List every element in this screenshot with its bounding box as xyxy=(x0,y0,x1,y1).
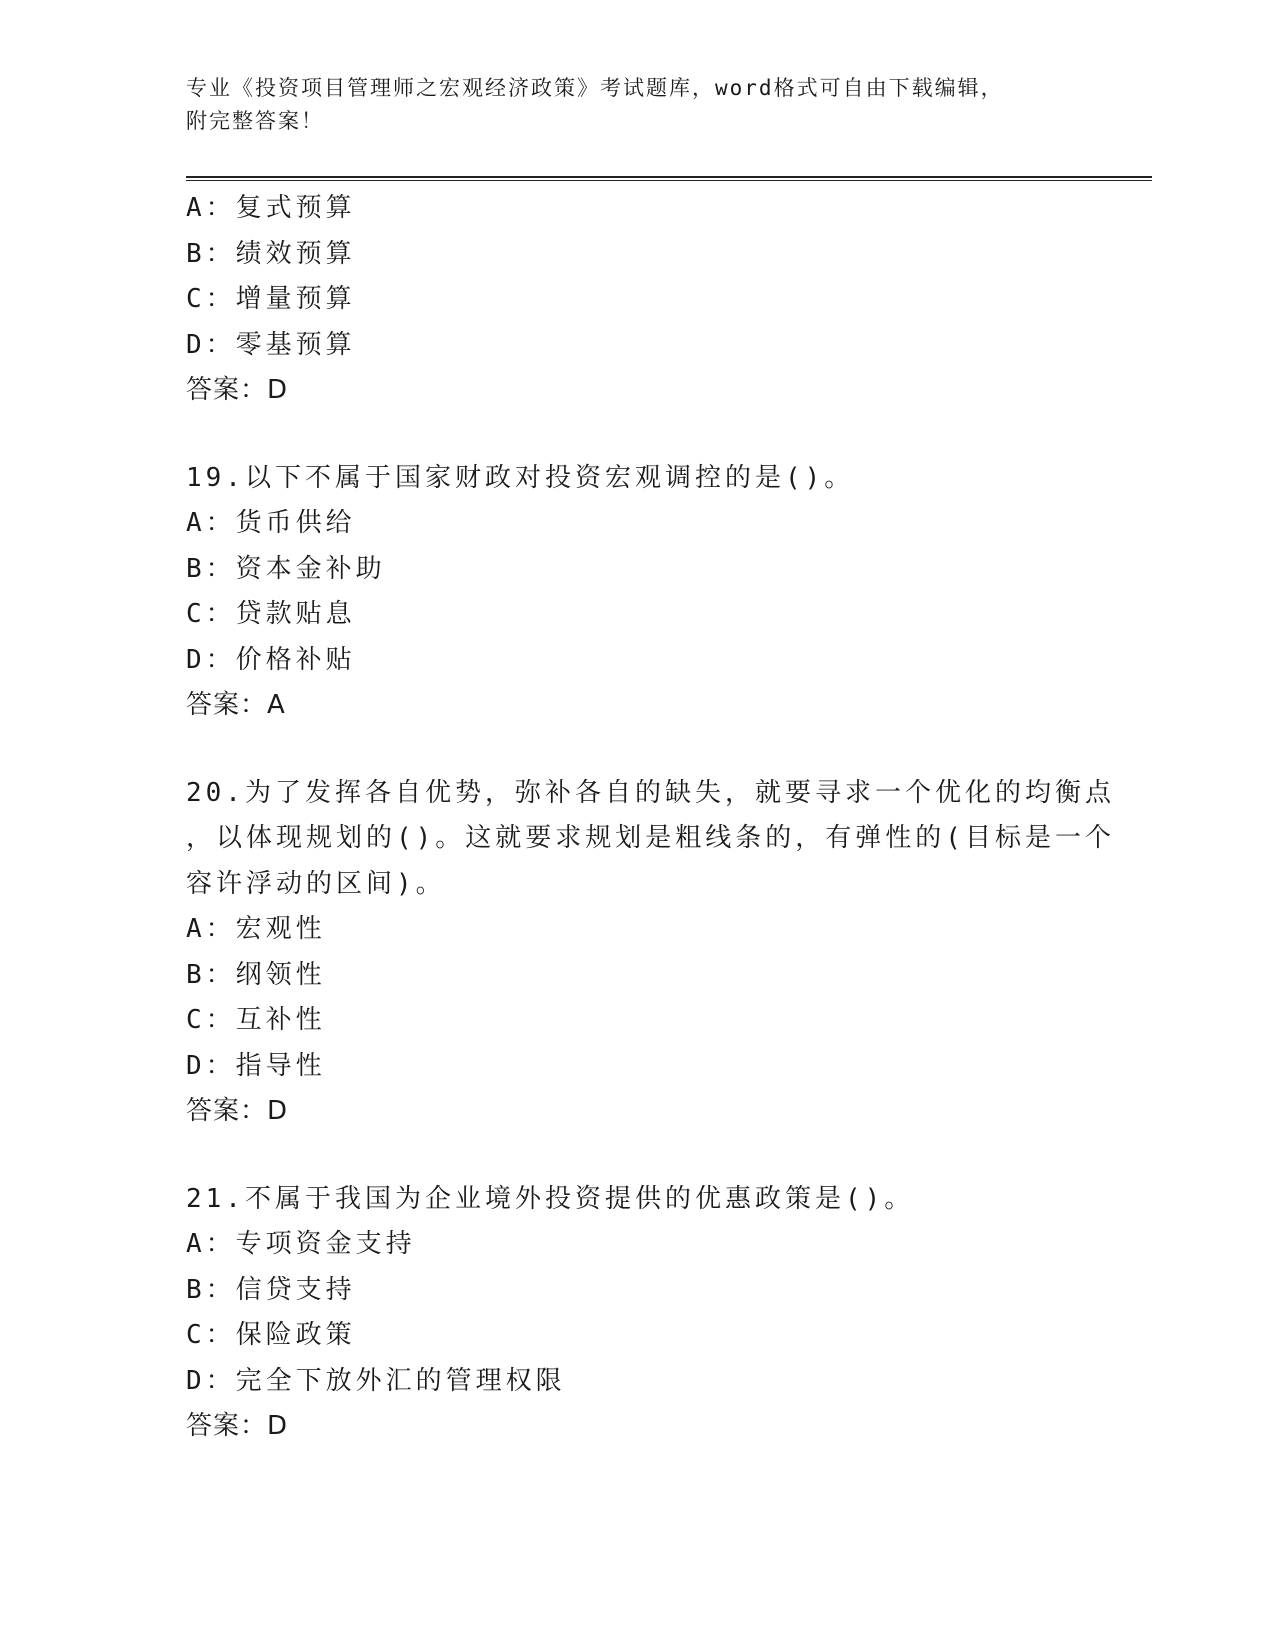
option-c: C：保险政策 xyxy=(186,1320,356,1350)
question-text: 21.不属于我国为企业境外投资提供的优惠政策是()。 xyxy=(186,1183,915,1214)
question-block-18 xyxy=(186,186,1086,414)
header-divider xyxy=(186,176,1152,181)
option-b: B：信贷支持 xyxy=(186,1274,356,1305)
option-d: D：零基预算 xyxy=(186,329,356,360)
option-c: C：互补性 xyxy=(186,1005,326,1035)
question-list xyxy=(186,186,1115,1450)
document-header xyxy=(186,72,1066,138)
question-text-line-2: ，以体现规划的()。这就要求规划是粗线条的，有弹性的(目标是一个 xyxy=(186,823,1115,853)
header-line-1: 专业《投资项目管理师之宏观经济政策》考试题库，word格式可自由下载编辑， xyxy=(186,76,1004,100)
answer-line: 答案：D xyxy=(186,375,289,405)
question-block-20 xyxy=(186,771,1115,1135)
option-a: A：复式预算 xyxy=(186,193,356,223)
option-c: C：增量预算 xyxy=(186,284,356,314)
option-a: A：专项资金支持 xyxy=(186,1229,416,1259)
option-a: A：货币供给 xyxy=(186,508,356,538)
option-d: D：价格补贴 xyxy=(186,644,356,675)
header-line-2: 附完整答案！ xyxy=(186,109,324,133)
question-text-line-3: 容许浮动的区间)。 xyxy=(186,868,446,899)
option-b: B：资本金补助 xyxy=(186,553,386,584)
question-text-line-1: 20.为了发挥各自优势，弥补各自的缺失，就要寻求一个优化的均衡点 xyxy=(186,777,1115,808)
option-c: C：贷款贴息 xyxy=(186,599,356,629)
option-b: B：纲领性 xyxy=(186,959,326,990)
question-block-19 xyxy=(186,456,1086,729)
option-d: D：完全下放外汇的管理权限 xyxy=(186,1365,566,1396)
answer-line: 答案：D xyxy=(186,1096,289,1126)
option-d: D：指导性 xyxy=(186,1050,326,1081)
answer-line: 答案：A xyxy=(186,690,286,720)
option-b: B：绩效预算 xyxy=(186,238,356,269)
question-text: 19.以下不属于国家财政对投资宏观调控的是()。 xyxy=(186,462,855,493)
answer-line: 答案：D xyxy=(186,1411,289,1441)
question-block-21 xyxy=(186,1177,1086,1450)
option-a: A：宏观性 xyxy=(186,914,326,944)
